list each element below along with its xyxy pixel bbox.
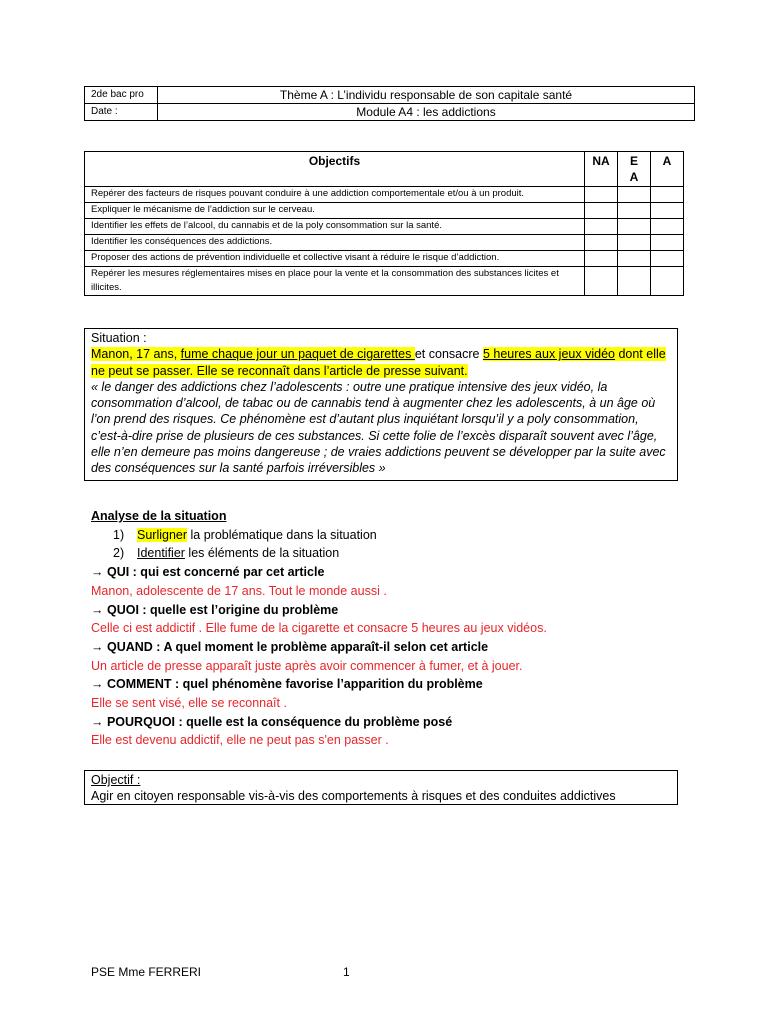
analysis-step-1 (91, 526, 691, 545)
situation-text-1: Manon, 17 ans, (91, 347, 181, 362)
theme-title: Thème A : L’individu responsable de son capitale santé (158, 87, 695, 104)
na-checkbox-cell[interactable] (585, 235, 618, 251)
na-checkbox-cell[interactable] (585, 187, 618, 203)
situation-text (91, 346, 671, 379)
step-keyword-identifier: Identifier (137, 546, 185, 561)
situation-label: Situation : (91, 331, 147, 345)
question-quoi: → QUOI : quelle est l’origine du problème (91, 602, 339, 617)
step-text: la problématique dans la situation (187, 527, 377, 542)
situation-highlight-games: 5 heures aux jeux vidéo (482, 347, 615, 362)
analysis-title: Analyse de la situation (91, 509, 227, 523)
a-checkbox-cell[interactable] (651, 187, 684, 203)
situation-text-3: et consacre (414, 347, 483, 362)
step-text: les éléments de la situation (184, 546, 340, 561)
objective-cell: Expliquer le mécanisme de l’addiction sur le cerveau. (85, 203, 585, 219)
a-checkbox-cell[interactable] (651, 219, 684, 235)
objective-text: Agir en citoyen responsable vis-à-vis des comportements à risques et des conduites addictives (91, 789, 616, 803)
table-row (85, 267, 684, 296)
na-checkbox-cell[interactable] (585, 267, 618, 296)
a-checkbox-cell[interactable] (651, 203, 684, 219)
objective-cell: Identifier les conséquences des addictions. (85, 235, 585, 251)
situation-box (84, 328, 678, 481)
table-row (85, 251, 684, 267)
a-checkbox-cell[interactable] (651, 235, 684, 251)
na-header: NA (585, 152, 618, 187)
question-pourquoi: → POURQUOI : quelle est la conséquence du problème posé (91, 714, 453, 729)
header-table (84, 86, 695, 121)
step-number: 1) (113, 527, 125, 542)
answer-comment: Elle se sent visé, elle se reconnaît . (91, 696, 287, 711)
ea-checkbox-cell[interactable] (618, 187, 651, 203)
na-checkbox-cell[interactable] (585, 251, 618, 267)
answer-pourquoi: Elle est devenu addictif, elle ne peut pas s'en passer . (91, 733, 389, 748)
objectives-header: Objectifs (85, 152, 585, 187)
answer-quoi: Celle ci est addictif . Elle fume de la cigarette et consacre 5 heures au jeux vidéos. (91, 621, 547, 636)
na-checkbox-cell[interactable] (585, 203, 618, 219)
ea-checkbox-cell[interactable] (618, 203, 651, 219)
objective-cell: Proposer des actions de prévention individuelle et collective visant à réduire le risque d’addiction. (85, 251, 585, 267)
objective-label: Objectif : (91, 773, 141, 787)
question-comment: → COMMENT : quel phénomène favorise l’apparition du problème (91, 677, 483, 692)
class-label: 2de bac pro (85, 87, 158, 104)
step-keyword-surligner: Surligner (137, 527, 188, 542)
situation-text-5: dont elle ne peut se passer. Elle se reconnaît dans l’article de presse suivant. (91, 347, 666, 378)
analysis-step-2 (91, 544, 691, 563)
objective-cell: Repérer des facteurs de risques pouvant conduire à une addiction comportementale et/ou à un produit. (85, 187, 585, 203)
answer-quand: Un article de presse apparaît juste après avoir commencer à fumer, et à jouer. (91, 658, 523, 673)
objective-cell: Repérer les mesures réglementaires mises en place pour la vente et la consommation des substances licites et illicites. (85, 267, 585, 296)
date-label: Date : (85, 104, 158, 121)
footer-page-number: 1 (343, 965, 350, 979)
table-row (85, 219, 684, 235)
table-row (85, 235, 684, 251)
objectives-table (84, 151, 684, 296)
press-article-quote: « le danger des addictions chez l’adolescents : outre une pratique intensive des jeux vidéo, la consommation d’alcool, de tabac ou de cannabis tend à augmenter chez les adolescents, à un âge où l’on prend des risques. Ce phénomène est d’autant plus inquiétant lorsqu’il y a poly consommation, c’est-à-dire prise de plusieurs de ces substances. Si cette folie de l’excès disparaît souvent avec l’âge, elle n’en demeure pas moins dangereuse ; de vraies addictions peuvent se développer par la suite avec des conséquences sur la santé parfois irréversibles » (91, 379, 666, 476)
a-checkbox-cell[interactable] (651, 251, 684, 267)
answer-qui: Manon, adolescente de 17 ans. Tout le monde aussi . (91, 583, 387, 598)
step-number: 2) (113, 546, 125, 561)
a-header: A (651, 152, 684, 187)
a-checkbox-cell[interactable] (651, 267, 684, 296)
na-checkbox-cell[interactable] (585, 219, 618, 235)
ea-checkbox-cell[interactable] (618, 267, 651, 296)
ea-checkbox-cell[interactable] (618, 235, 651, 251)
ea-checkbox-cell[interactable] (618, 219, 651, 235)
question-qui: → QUI : qui est concerné par cet article (91, 565, 325, 580)
analysis-section (91, 507, 691, 750)
table-row (85, 187, 684, 203)
footer-author: PSE Mme FERRERI (91, 965, 202, 979)
objective-cell: Identifier les effets de l’alcool, du cannabis et de la poly consommation sur la santé. (85, 219, 585, 235)
ea-header: E A (618, 152, 651, 187)
situation-highlight-cigarettes: fume chaque jour un paquet de cigarettes (180, 347, 415, 362)
table-row (85, 203, 684, 219)
module-title: Module A4 : les addictions (158, 104, 695, 121)
objective-box (84, 770, 678, 805)
question-quand: → QUAND : A quel moment le problème apparaît-il selon cet article (91, 639, 489, 654)
ea-checkbox-cell[interactable] (618, 251, 651, 267)
